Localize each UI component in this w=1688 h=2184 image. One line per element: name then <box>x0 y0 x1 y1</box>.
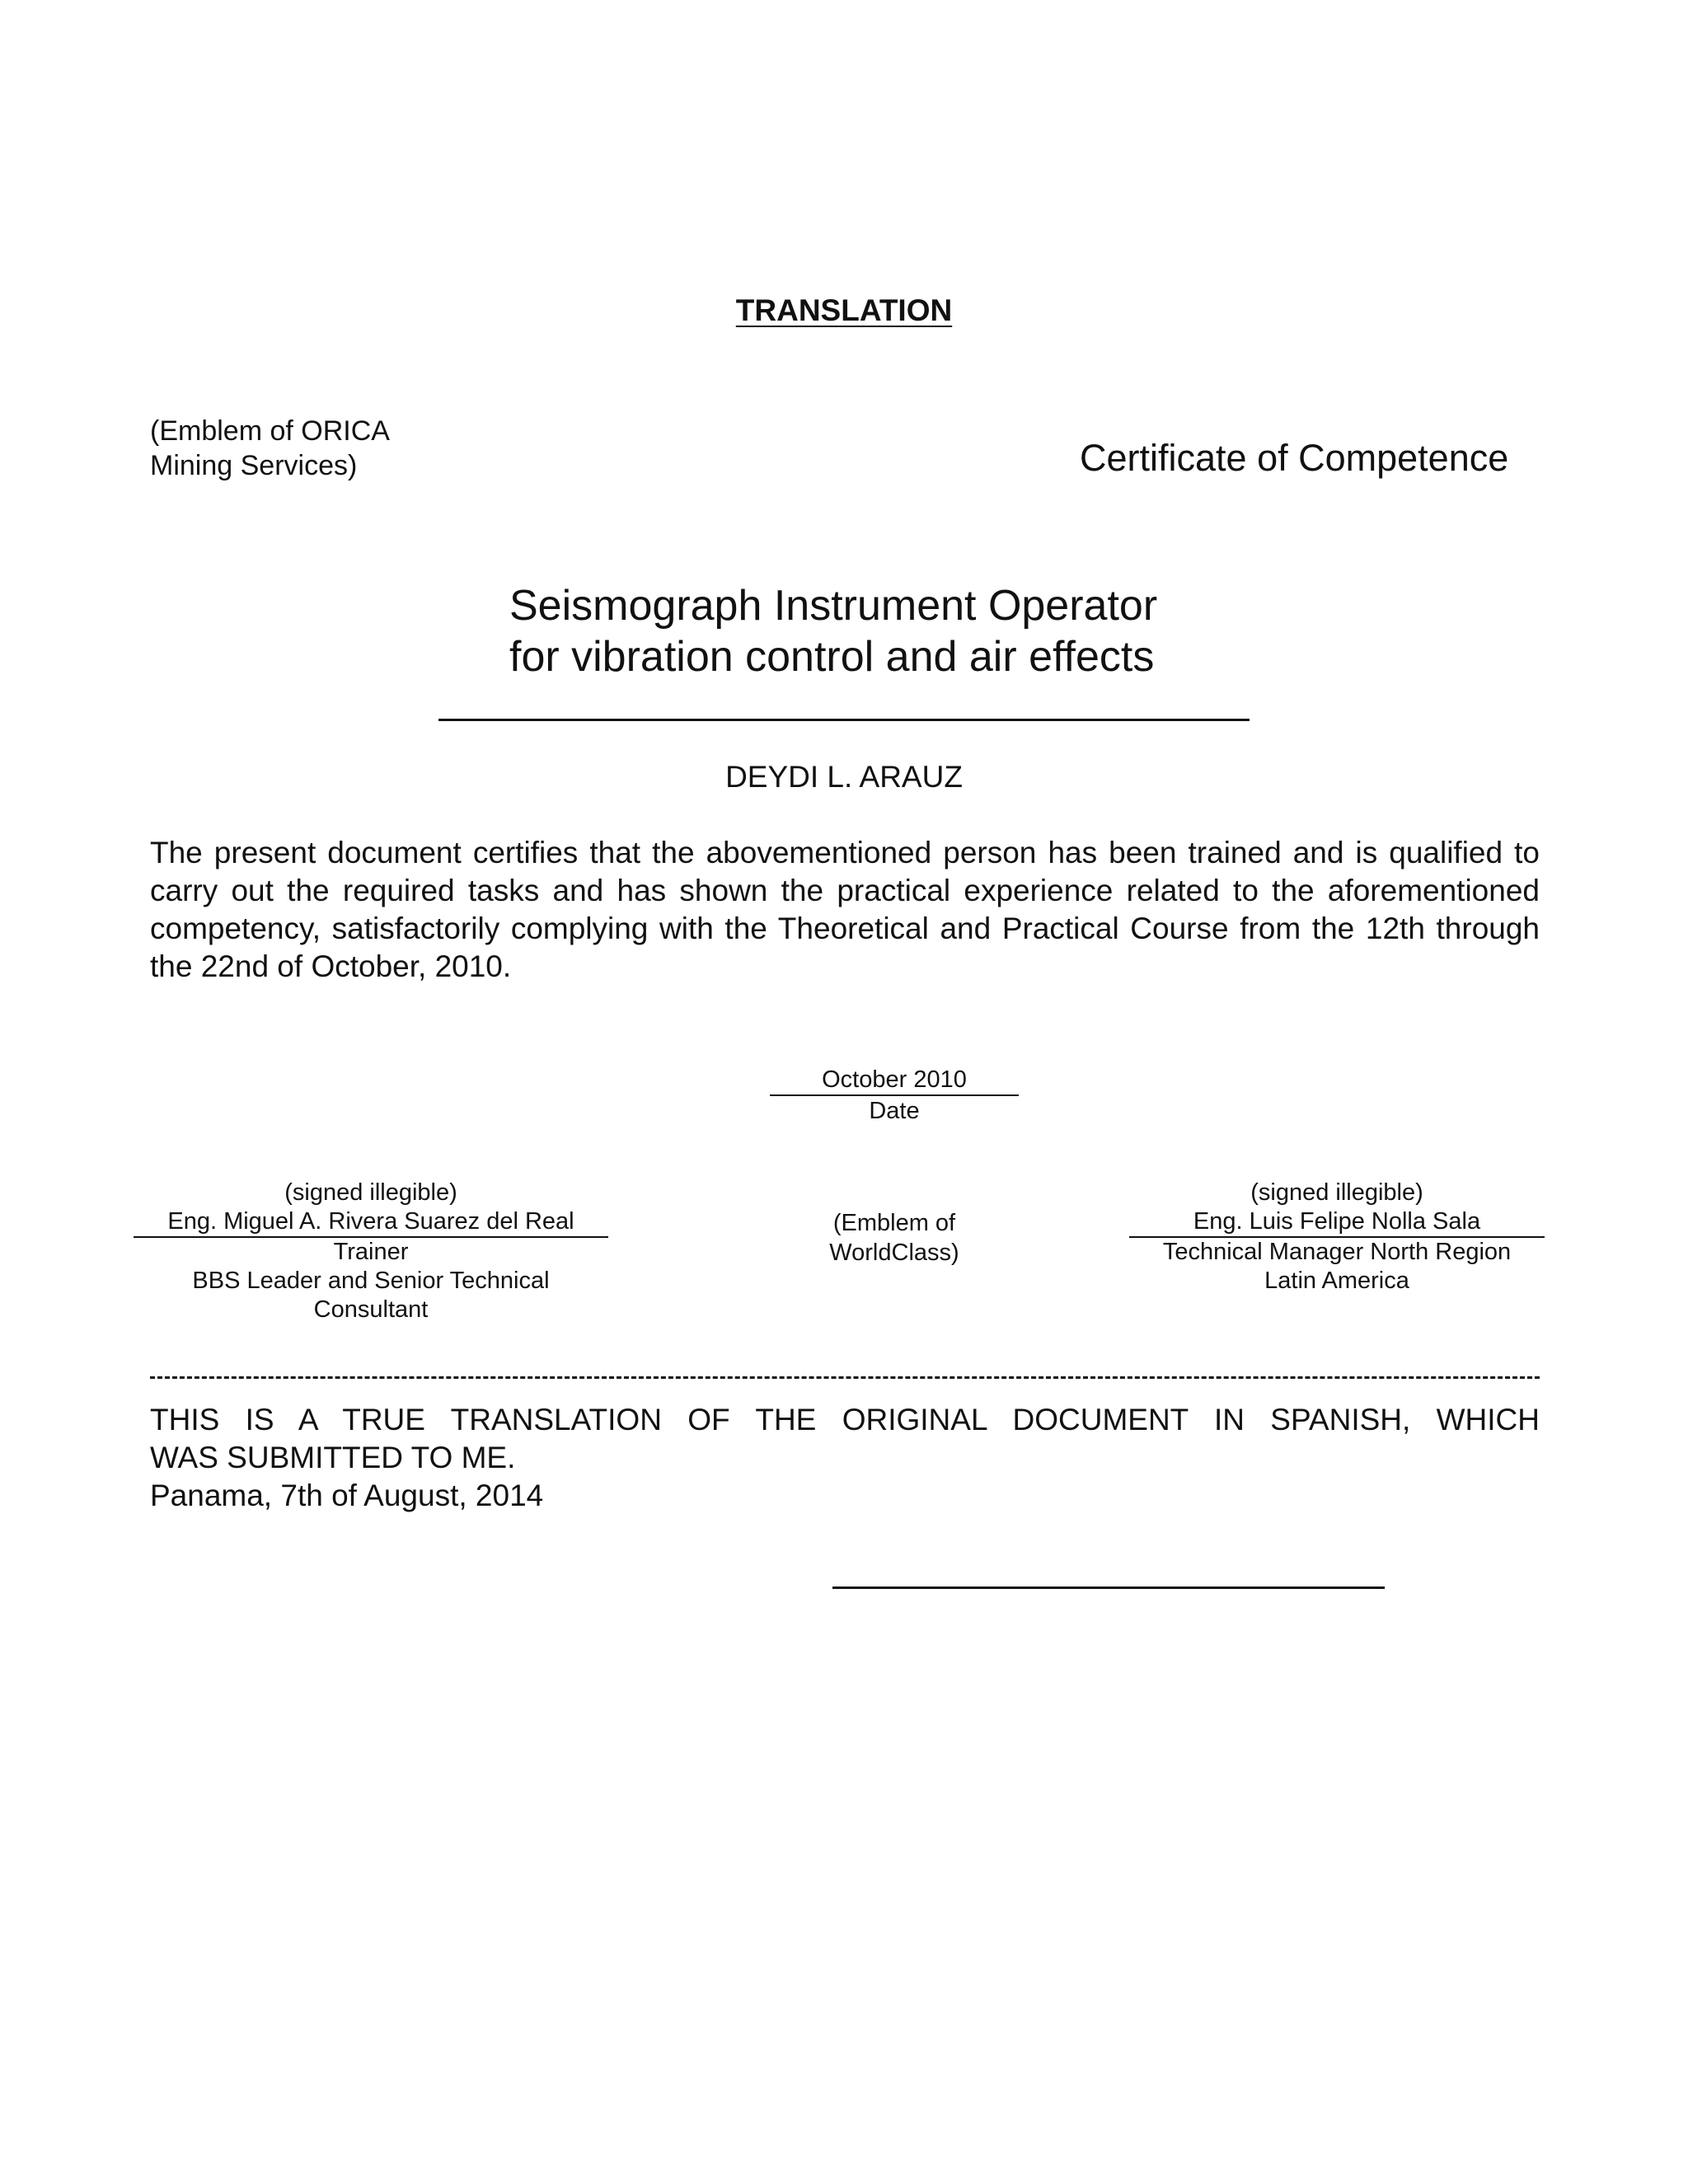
signatory-right-role2: Latin America <box>1264 1268 1409 1294</box>
signatory-left-role2: BBS Leader and Senior Technical <box>192 1268 550 1294</box>
signatory-right-signed: (signed illegible) <box>1250 1179 1423 1206</box>
attestation-line2: WAS SUBMITTED TO ME. <box>150 1441 516 1474</box>
orica-emblem-note <box>150 414 390 483</box>
signatory-right-role1: Technical Manager North Region <box>1162 1239 1512 1265</box>
document-title <box>0 293 1688 328</box>
certificate-title: Certificate of Competence <box>1080 437 1509 479</box>
worldclass-emblem-note <box>791 1208 997 1268</box>
signatory-left-signed: (signed illegible) <box>284 1179 457 1206</box>
dashed-separator-line <box>150 1376 1540 1379</box>
signatory-left-role3: Consultant <box>313 1296 429 1323</box>
name-rule <box>438 719 1250 721</box>
signatory-left <box>134 1179 608 1324</box>
translation-attestation <box>150 1401 1540 1515</box>
recipient-name: DEYDI L. ARAUZ <box>725 760 963 794</box>
worldclass-emblem-line1: (Emblem of <box>832 1210 956 1236</box>
course-title-line2: for vibration control and air effects <box>509 633 1155 681</box>
attestation-line1: THIS IS A TRUE TRANSLATION OF THE ORIGINAL DOCUMENT IN SPANISH, WHICH <box>150 1403 1540 1436</box>
certification-body: The present document certifies that the abovementioned person has been trained and is qualified to carry out the required tasks and has shown the practical experience related to the aforementioned competency, satisfactorily complying with the Theoretical and Practical Course from the 12th through the 22nd of October, 2010. <box>150 836 1540 983</box>
orica-emblem-line2: Mining Services) <box>150 450 358 481</box>
course-title-line1: Seismograph Instrument Operator <box>509 582 1158 630</box>
dashed-separator <box>150 1361 1540 1379</box>
document-title-text: TRANSLATION <box>735 293 953 327</box>
signatory-left-name: Eng. Miguel A. Rivera Suarez del Real <box>134 1207 608 1238</box>
orica-emblem-line1: (Emblem of ORICA <box>150 415 390 447</box>
signatory-right-name: Eng. Luis Felipe Nolla Sala <box>1129 1207 1545 1238</box>
date-block <box>770 1065 1019 1126</box>
attestation-place-date: Panama, 7th of August, 2014 <box>150 1479 544 1512</box>
translator-signature-line <box>832 1586 1385 1589</box>
date-value: October 2010 <box>770 1065 1019 1096</box>
signatory-left-role1: Trainer <box>333 1239 409 1265</box>
signatory-right <box>1129 1179 1545 1296</box>
course-title <box>509 580 1157 682</box>
date-label: Date <box>869 1098 920 1124</box>
worldclass-emblem-line2: WorldClass) <box>829 1240 959 1266</box>
